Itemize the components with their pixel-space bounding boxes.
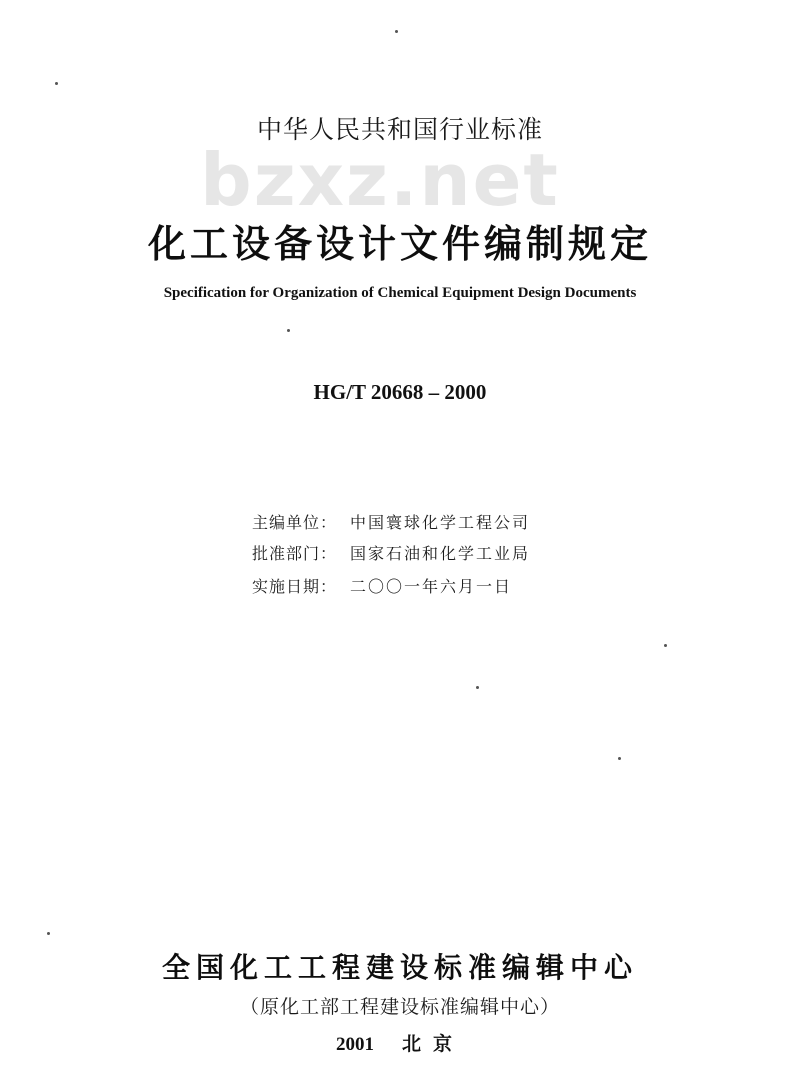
meta-label: 批准部门： bbox=[252, 544, 338, 563]
meta-value: 中国寰球化学工程公司 bbox=[350, 513, 531, 532]
scan-speck bbox=[55, 82, 58, 85]
meta-label: 实施日期： bbox=[252, 577, 338, 596]
publisher-former-name: （原化工部工程建设标准编辑中心） bbox=[239, 996, 560, 1018]
document-title-english: Specification for Organization of Chemical Equipment Design Documents bbox=[163, 285, 637, 301]
scan-speck bbox=[287, 329, 290, 332]
scan-speck bbox=[476, 686, 479, 689]
publication-year: 2001 bbox=[335, 1034, 374, 1055]
scan-speck bbox=[664, 644, 667, 647]
publication-city: 北京 bbox=[401, 1033, 464, 1055]
publisher-name: 全国化工工程建设标准编辑中心 bbox=[161, 951, 638, 984]
metadata-block bbox=[252, 510, 672, 600]
scan-speck bbox=[395, 30, 398, 33]
watermark: bzxz.net bbox=[200, 138, 560, 222]
meta-label: 主编单位： bbox=[252, 513, 338, 532]
publication-line bbox=[0, 1029, 800, 1056]
meta-value: 二〇〇一年六月一日 bbox=[350, 577, 513, 596]
standard-code: HG/T 20668 – 2000 bbox=[313, 380, 487, 404]
scan-speck bbox=[47, 932, 50, 935]
document-title-chinese: 化工设备设计文件编制规定 bbox=[147, 221, 652, 266]
standard-category: 中华人民共和国行业标准 bbox=[256, 115, 543, 144]
meta-row-approver bbox=[252, 541, 530, 565]
meta-row-editor bbox=[252, 510, 530, 534]
meta-value: 国家石油和化学工业局 bbox=[350, 544, 531, 563]
scan-speck bbox=[618, 757, 621, 760]
meta-row-effective-date bbox=[252, 574, 512, 598]
